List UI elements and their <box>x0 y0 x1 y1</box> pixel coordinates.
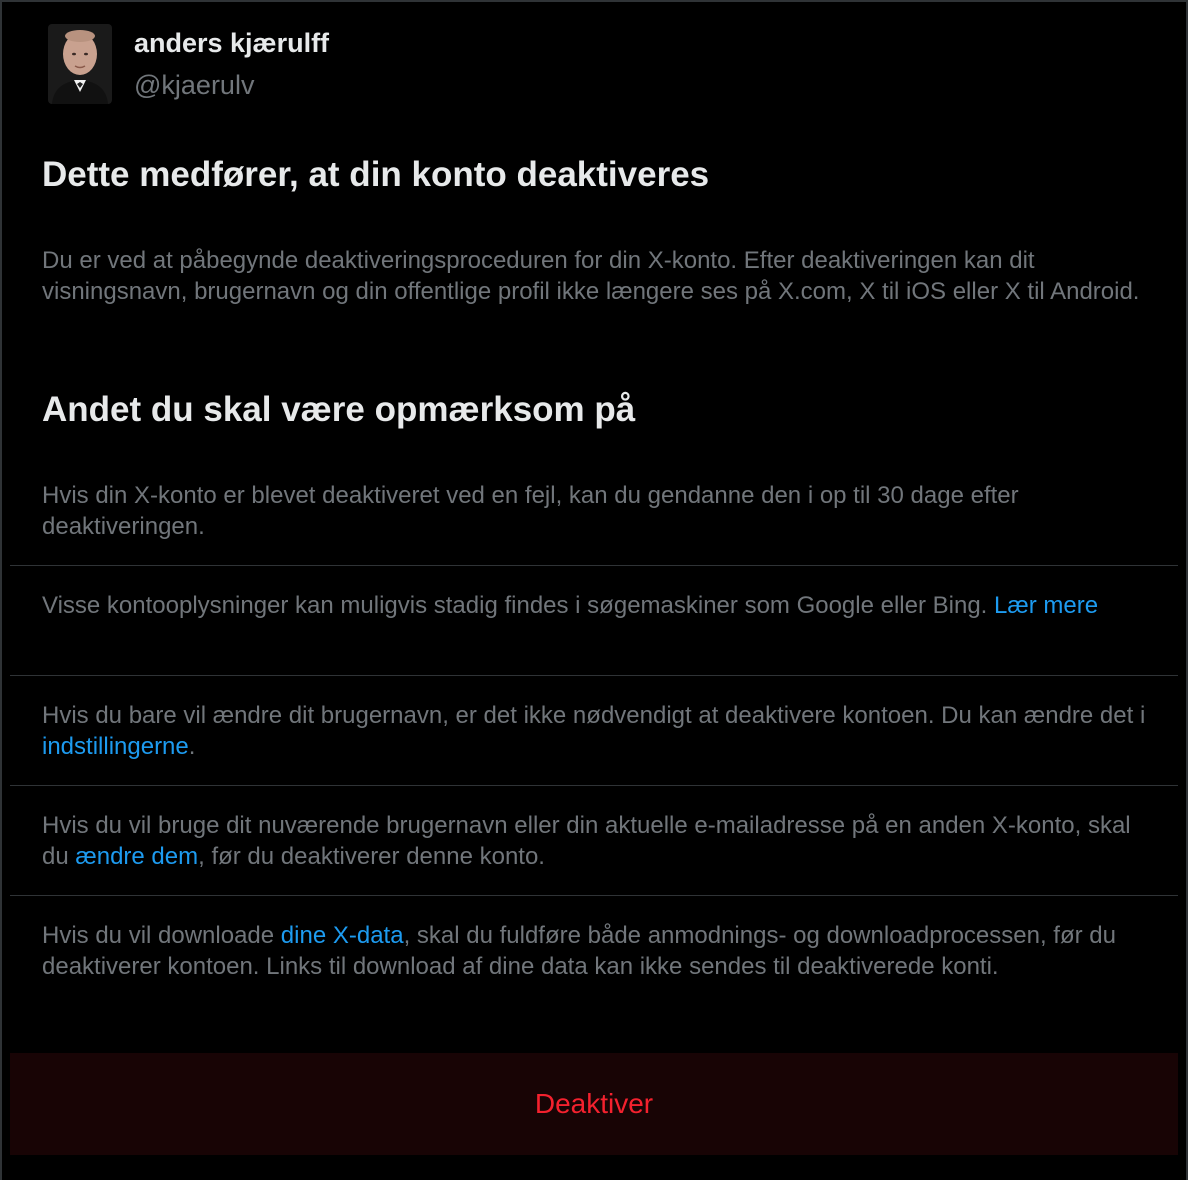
note-text-end: , skal du fuldføre både anmodnings- og downloadprocessen, før du deaktiverer kontoen. Links til download af dine data kan ikke sendes til deaktiverede konti. <box>42 922 1116 980</box>
note-text-start: Visse kontooplysninger kan muligvis stadig findes i søgemaskiner som Google eller Bing. <box>42 592 995 619</box>
username-handle: @kjaerulv <box>134 70 255 100</box>
restore-note: Hvis din X-konto er blevet deaktiveret ved en fejl, kan du gendanne den i op til 30 dage efter deaktiveringen. <box>42 482 1019 540</box>
search-engine-note <box>10 565 1178 675</box>
deactivate-button-label: Deaktiver <box>534 1088 654 1119</box>
note-text-start: Hvis du vil downloade <box>42 922 281 949</box>
note-text <box>42 810 1147 872</box>
note-text-start: Hvis du vil bruge dit nuværende brugernavn eller din aktuelle e-mailadresse på en anden X-konto, skal du <box>42 812 1131 870</box>
avatar-photo <box>48 24 112 104</box>
note-text-start: Hvis du bare vil ændre dit brugernavn, er det ikke nødvendigt at deaktivere kontoen. Du kan ændre det i <box>42 702 1146 729</box>
settings-link[interactable]: indstillingerne <box>42 733 189 760</box>
notes-heading: Andet du skal være opmærksom på <box>42 390 636 429</box>
your-x-data-link[interactable]: dine X-data <box>280 922 404 949</box>
account-summary[interactable] <box>48 24 329 108</box>
display-name: anders kjærulff <box>134 28 330 58</box>
deactivation-description: Du er ved at påbegynde deaktiveringsproceduren for din X-konto. Efter deaktiveringen kan dit visningsnavn, brugernavn og din offentlige profil ikke længere ses på X.com, X til iOS eller X til Android. <box>42 247 1140 305</box>
change-them-link[interactable]: ændre dem <box>75 843 199 870</box>
note-text <box>42 590 1147 621</box>
learn-more-link[interactable]: Lær mere <box>994 592 1099 619</box>
avatar <box>48 24 112 104</box>
note-text <box>42 920 1147 982</box>
reuse-username-note <box>10 785 1178 895</box>
download-data-note <box>10 895 1178 1045</box>
change-username-note <box>10 675 1178 785</box>
note-text <box>42 700 1147 762</box>
note-text-end: , før du deaktiverer denne konto. <box>198 843 545 870</box>
deactivate-button[interactable] <box>10 1053 1178 1155</box>
note-text-end: . <box>188 733 196 760</box>
account-names <box>134 24 329 102</box>
deactivation-heading: Dette medfører, at din konto deaktiveres <box>42 155 710 194</box>
